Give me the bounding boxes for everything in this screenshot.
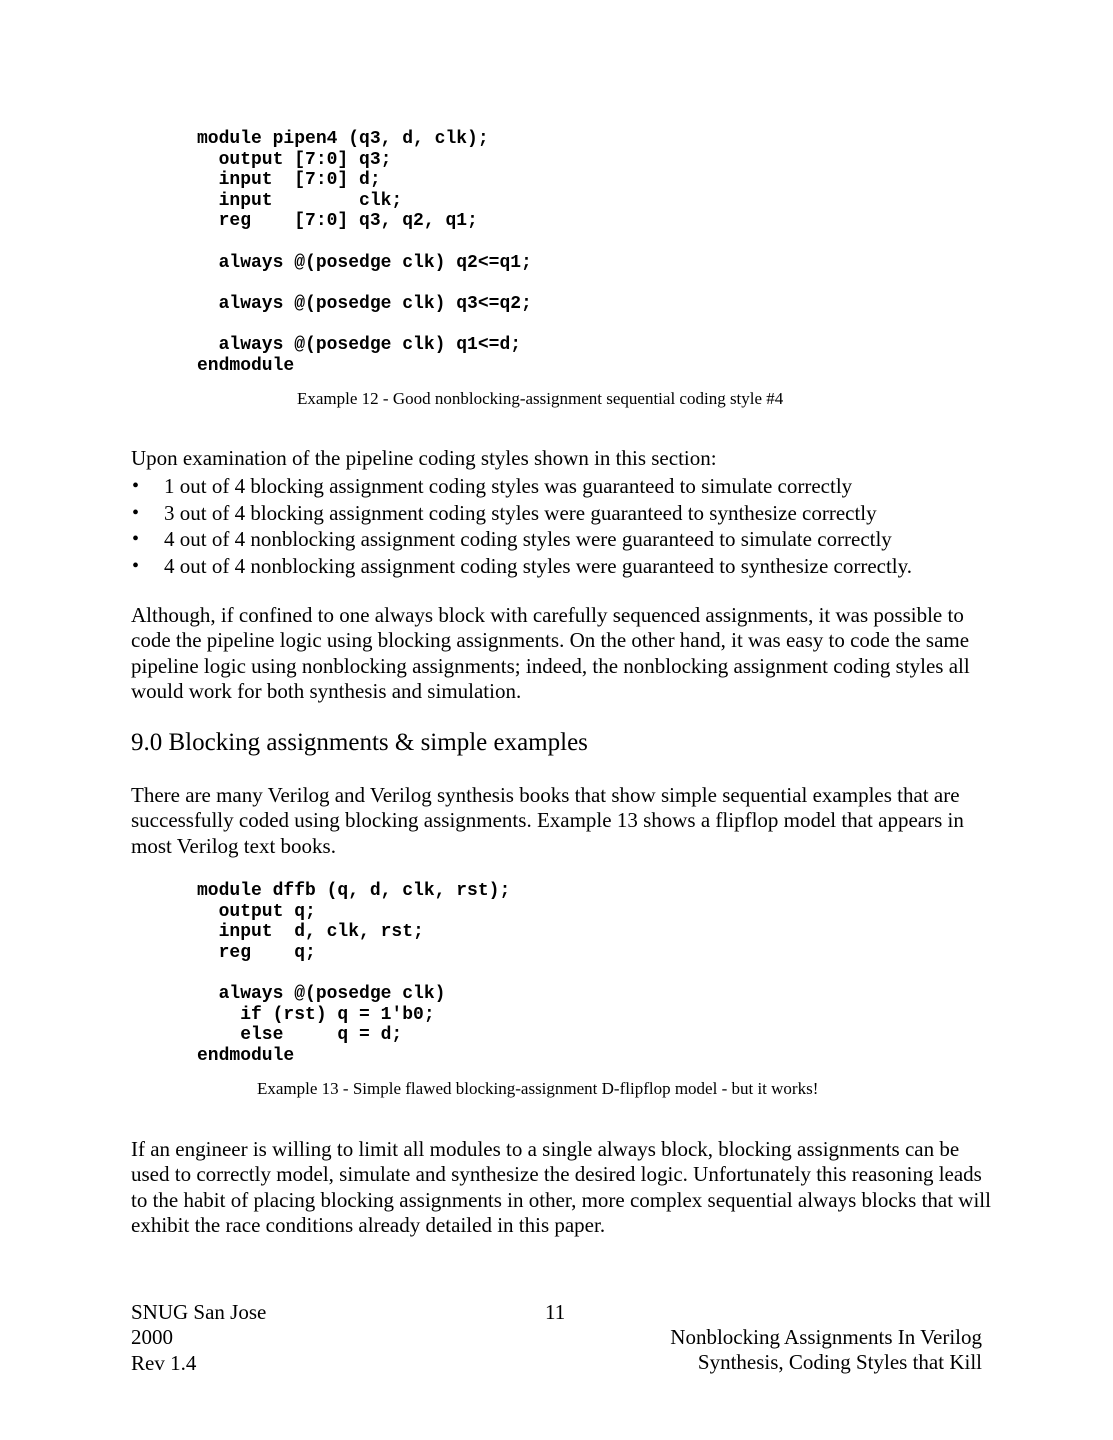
- bullet-list: [131, 473, 912, 580]
- list-item: [131, 526, 912, 553]
- bullet-text: 4 out of 4 nonblocking assignment coding styles were guaranteed to simulate correctly: [164, 527, 892, 552]
- paragraph-books: There are many Verilog and Verilog synthesis books that show simple sequential examples that are successfully coded using blocking assignments. Example 13 shows a flipflop model that appears in most Verilog text books.: [131, 783, 964, 858]
- list-item: [131, 500, 912, 527]
- page-number: 11: [545, 1300, 566, 1324]
- code-example-12: module pipen4 (q3, d, clk); output [7:0] q3; input [7:0] d; input clk; reg [7:0] q3, q2, q1; always @(posedge clk) q2<=q1; always @(posedge clk) q3<=q2; always @(posedge clk) q1<=d; endmodule: [197, 129, 532, 376]
- list-item: [131, 553, 912, 580]
- caption-example-12: Example 12 - Good nonblocking-assignment sequential coding style #4: [297, 389, 784, 408]
- bullet-icon: •: [132, 475, 140, 497]
- bullet-icon: •: [132, 528, 140, 551]
- paragraph-pipeline-summary: Although, if confined to one always block with carefully sequenced assignments, it was possible to code the pipeline logic using blocking assignments. On the other hand, it was easy to code the same pipeline logic using nonblocking assignments; indeed, the nonblocking assignment coding styles all would work for both synthesis and simulation.: [131, 603, 970, 703]
- footer-right: [670, 1325, 982, 1376]
- code-example-13: module dffb (q, d, clk, rst); output q; input d, clk, rst; reg q; always @(posedge clk) if (rst) q = 1'b0; else q = d; endmodule: [197, 881, 511, 1066]
- footer-title-line1: Nonblocking Assignments In Verilog: [670, 1325, 982, 1349]
- bullet-text: 4 out of 4 nonblocking assignment coding styles were guaranteed to synthesize correctly.: [164, 554, 913, 579]
- footer-left: [131, 1300, 266, 1376]
- caption-example-13: Example 13 - Simple flawed blocking-assignment D-flipflop model - but it works!: [257, 1079, 819, 1098]
- bullet-text: 1 out of 4 blocking assignment coding styles was guaranteed to simulate correctly: [164, 474, 853, 498]
- footer-conference: SNUG San Jose: [131, 1300, 267, 1324]
- list-item: [131, 473, 912, 500]
- bullet-icon: •: [132, 501, 140, 524]
- section-heading: 9.0 Blocking assignments & simple examples: [131, 729, 588, 756]
- intro-text: Upon examination of the pipeline coding styles shown in this section:: [131, 446, 717, 470]
- paragraph-engineer: If an engineer is willing to limit all modules to a single always block, blocking assignments can be used to correctly model, simulate and synthesize the desired logic. Unfortunately this reasoning leads to the habit of placing blocking assignments in other, more complex sequential always blocks that will exhibit the race conditions already detailed in this paper.: [131, 1137, 991, 1237]
- bullet-icon: •: [132, 555, 140, 578]
- footer-revision: Rev 1.4: [131, 1350, 197, 1375]
- footer-title-line2: Synthesis, Coding Styles that Kill: [697, 1350, 982, 1375]
- bullet-text: 3 out of 4 blocking assignment coding styles were guaranteed to synthesize correctly: [164, 500, 877, 525]
- footer-year: 2000: [131, 1325, 173, 1350]
